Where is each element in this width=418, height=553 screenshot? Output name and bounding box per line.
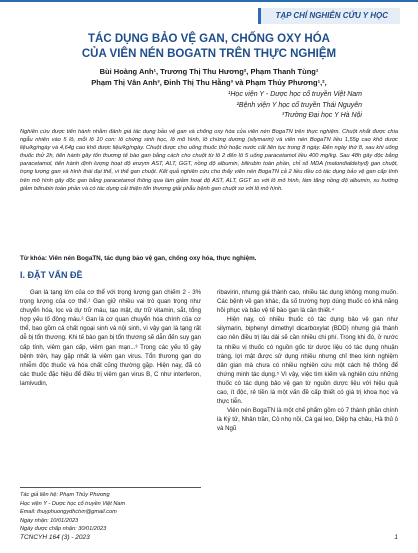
affiliation-2: ²Bệnh viện Y học cổ truyền Thái Nguyên bbox=[236, 101, 362, 109]
title-line-2: CỦA VIÊN NÉN BOGATN TRÊN THỰC NGHIỆM bbox=[81, 48, 337, 60]
footnote-author: Tác giả liên hệ: Phạm Thủy Phương bbox=[20, 492, 110, 498]
footnote-received: Ngày nhận: 10/01/2023 bbox=[20, 517, 79, 524]
footnote-email: Email: thuyphuongydhctvn@gmail.com bbox=[20, 509, 117, 516]
keywords-text: Viên nén BogaTN, tác dụng bảo vệ gan, chống oxy hóa, thực nghiệm. bbox=[48, 255, 257, 262]
keywords-label: Từ khóa: bbox=[20, 255, 47, 262]
body-column-right bbox=[217, 288, 398, 434]
authors-line-1: Bùi Hoàng Anh¹, Trương Thị Thu Hương², Phạm Thanh Tùng¹ bbox=[99, 67, 319, 76]
authors-line-2: Phạm Thị Vân Anh³, Đinh Thị Thu Hằng³ và Phạm Thủy Phương¹,², bbox=[91, 78, 327, 87]
banner-rule bbox=[0, 0, 418, 2]
page-number: 1 bbox=[394, 534, 398, 541]
paragraph: Gan là tạng lớn của cơ thể với trọng lượng gan chiếm 2 - 3% trọng lượng của cơ thể.¹ Gan giữ nhiều vai trò quan trọng như chuyển hóa, lọc và dự trữ máu, tạo mật, dự trữ vitamin, sắt, tổng hợp yếu tố đông máu.² Gan là cơ quan chuyển hóa chính của cơ thể, bao gồm cả chất ngoại sinh và nội sinh, vì vậy gan là tạng rất dễ bị tổn thương. Khi tế bào gan bị tổn thương sẽ dẫn đến suy gan cấp tính, viêm gan cấp, viêm gan mạn...³ Trong các yếu tố gây bệnh trên, hay gặp nhất là viêm gan virus. Tổn thương gan do nhiễm độc thuốc và hóa chất cũng thường gặp. Hiện nay, đã có các thuốc đặc hiệu để điều trị viêm gan virus B, C như interferon, lamivudin, bbox=[20, 289, 201, 387]
journal-issue: TCNCYH 164 (3) - 2023 bbox=[20, 534, 90, 541]
footnote-institution: Học viện Y - Dược học cổ truyền Việt Nam bbox=[20, 500, 126, 507]
body-column-left bbox=[20, 288, 201, 388]
paragraph: ribavirin, nhưng giá thành cao, nhiều tác dụng không mong muốn. Các bệnh về gan khác, đa số trường hợp dùng thuốc có khả năng hồi phục và bảo vệ tế bào gan là cần thiết.⁴ bbox=[217, 289, 398, 315]
journal-section-label: TẠP CHÍ NGHIÊN CỨU Y HỌC bbox=[258, 8, 400, 24]
paragraph: Hiện nay, có nhiều thuốc có tác dụng bảo vệ gan như silymarin, biphenyl dimethyl dicarboxylat (BDD) nhưng giá thành cao nên điều trị lâu dài sẽ cần nhiều chi phí. Trong khi đó, ở nước ta nhiều vị thuốc có nguồn gốc từ dược liệu có tác dụng nhuận tràng, lợi mật được sử dụng nhiều nhưng chỉ theo kinh nghiệm dân gian mà chưa có nhiều nghiên cứu một cách hệ thống để chứng minh tác dụng.⁵ Vì vậy, việc tìm kiếm và nghiên cứu những thuốc có tác dụng bảo vệ gan từ nguồn dược liệu với hiệu quả cao, ít độc, rẻ tiền là một vấn đề cấp thiết có giá trị khoa học và thực tiễn. bbox=[217, 316, 398, 406]
corresponding-author-note bbox=[20, 487, 201, 534]
paragraph: Viên nén BogaTN là một chế phẩm gồm có 7 thành phần chính là Ký tử, Nhân trần, Cỏ nhọ nồi, Cà gai leo, Diệp hạ châu, Hà thủ ô và Ngũ bbox=[217, 407, 398, 433]
affiliations bbox=[102, 90, 362, 122]
affiliation-3: ³Trường Đại học Y Hà Nội bbox=[281, 112, 362, 119]
section-heading: I. ĐẶT VẤN ĐỀ bbox=[20, 270, 83, 280]
article-title bbox=[20, 32, 398, 62]
author-list bbox=[20, 66, 398, 88]
abstract: Nghiên cứu được tiến hành nhằm đánh giá tác dụng bảo vệ gan và chống oxy hóa của viên nén BogaTN trên thực nghiệm. Chuột nhắt được chia ngẫu nhiên vào 5 lô, mỗi lô 10 con: lô chứng sinh học, lô mô hình, lô chứng dương (silymarin) và viên nén BogaTN liều 1,55g cao khô dược liệu/kg/ngày và 4,64g cao khô dược liệu/kg/ngày. Chuột được cho uống thuốc thử hoặc nước cất liên tục trong 8 ngày. Đến ngày thứ 8, sau khi uống thuốc thử 2h, tiến hành gây tổn thương tế bào gan bằng cách cho chuột từ lô 2 đến lô 5 uống paracetamol liều 400 mg/kg. Sau 48h gây độc bằng paracetamol, tiến hành định lượng hoạt độ enzym AST, ALT, GGT, nồng độ albumin, bilirubin toàn phần, chỉ số MDA (malondialdehyd) gan chuột, trọng lượng gan và hình thái đại thể, vi thể gan chuột. Kết quả nghiên cứu cho thấy viên nén BogaTN cả 2 liều đều có tác dụng bảo vệ gan cấp tính trên mô hình gây độc gan bằng paracetamol thông qua làm giảm hoạt độ AST, ALT, GGT so với lô mô hình, làm tăng nồng độ albumin, xu hướng giảm bilirubin toàn phần và có tác dụng cải thiện tổn thương giải phẫu bệnh gan chuột so với lô mô hình. bbox=[20, 129, 398, 192]
affiliation-1: ¹Học viện Y - Dược học cổ truyền Việt Nam bbox=[228, 91, 362, 98]
keywords bbox=[20, 255, 398, 262]
footnote-accepted: Ngày được chấp nhận: 30/01/2023 bbox=[20, 526, 107, 533]
title-line-1: TÁC DỤNG BẢO VỆ GAN, CHỐNG OXY HÓA bbox=[88, 33, 330, 45]
page-footer bbox=[20, 534, 398, 541]
journal-banner bbox=[0, 0, 418, 24]
